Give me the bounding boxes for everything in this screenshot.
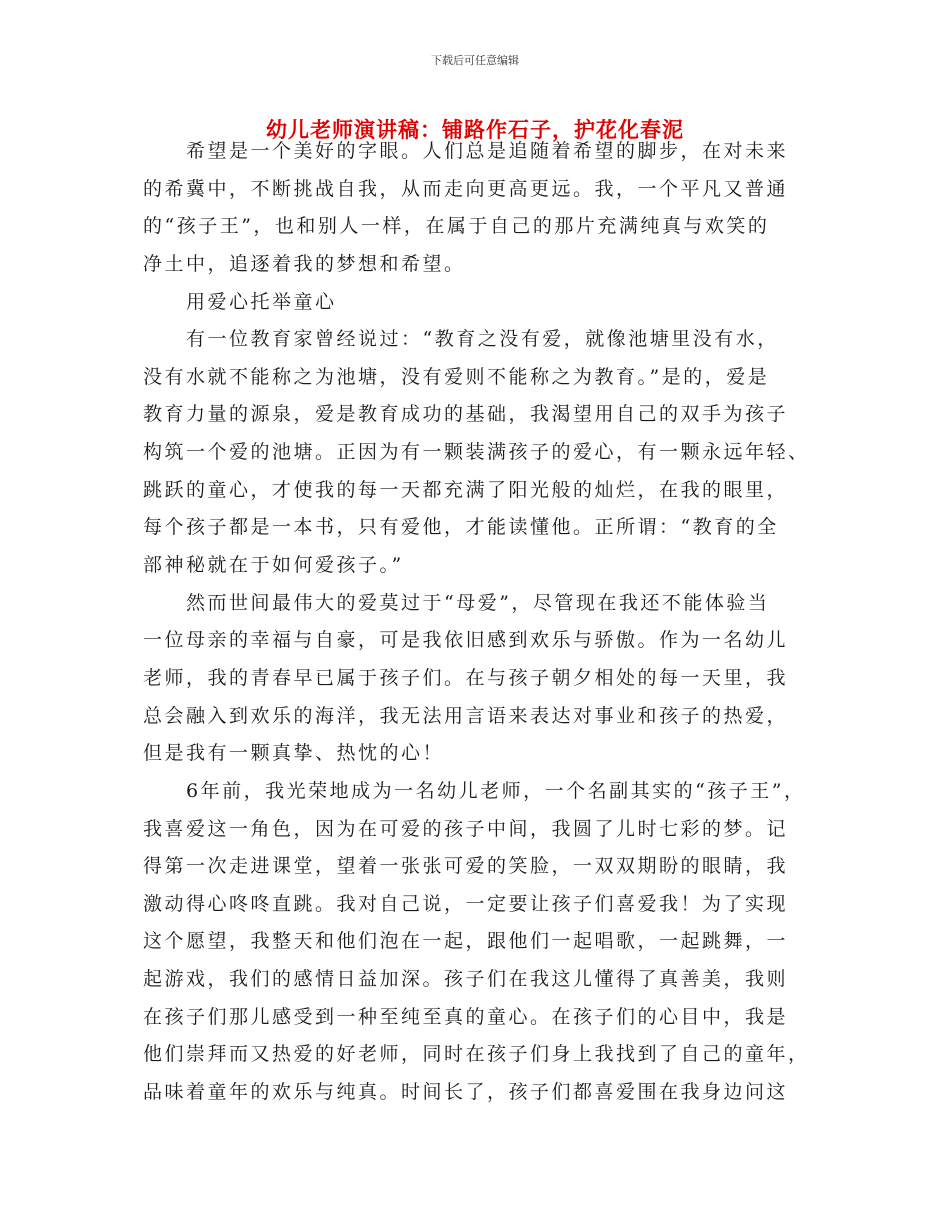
document-title: 幼儿老师演讲稿：铺路作石子，护花化春泥 bbox=[266, 117, 684, 142]
body-line: 激动得心咚咚直跳。我对自己说，一定要让孩子们喜爱我！为了实现 bbox=[143, 892, 789, 915]
page-header-note: 下载后可任意编辑 bbox=[431, 54, 519, 67]
body-line: 部神秘就在于如何爱孩子。” bbox=[143, 554, 404, 577]
body-line: 的希冀中，不断挑战自我，从而走向更高更远。我，一个平凡又普通 bbox=[143, 177, 789, 200]
body-line: 他们崇拜而又热爱的好老师，同时在孩子们身上我找到了自己的童年， bbox=[143, 1043, 810, 1066]
body-line: 品味着童年的欢乐与纯真。时间长了，孩子们都喜爱围在我身边问这 bbox=[143, 1081, 789, 1104]
body-line: 老师，我的青春早已属于孩子们。在与孩子朝夕相处的每一天里，我 bbox=[143, 666, 789, 689]
body-line: 总会融入到欢乐的海洋，我无法用言语来表达对事业和孩子的热爱， bbox=[143, 704, 789, 727]
body-line: 希望是一个美好的字眼。人们总是追随着希望的脚步，在对未来 bbox=[143, 140, 789, 162]
body-line: 这个愿望，我整天和他们泡在一起，跟他们一起唱歌，一起跳舞，一 bbox=[143, 930, 789, 953]
body-line: 跳跃的童心，才使我的每一天都充满了阳光般的灿烂，在我的眼里， bbox=[143, 478, 789, 501]
body-line: 然而世间最伟大的爱莫过于“母爱”，尽管现在我还不能体验当 bbox=[143, 591, 770, 614]
body-line: 净土中，追逐着我的梦想和希望。 bbox=[143, 252, 466, 275]
body-line: 的“孩子王”，也和别人一样，在属于自己的那片充满纯真与欢笑的 bbox=[143, 215, 770, 238]
body-line: 每个孩子都是一本书，只有爱他，才能读懂他。正所谓：“教育的全 bbox=[143, 516, 779, 539]
document-body bbox=[143, 138, 823, 1117]
body-line: 我喜爱这一角色，因为在可爱的孩子中间，我圆了儿时七彩的梦。记 bbox=[143, 817, 789, 840]
body-line: 教育力量的源泉，爱是教育成功的基础，我渴望用自己的双手为孩子 bbox=[143, 403, 789, 426]
body-line: 有一位教育家曾经说过：“教育之没有爱，就像池塘里没有水， bbox=[143, 328, 779, 351]
body-line: 在孩子们那儿感受到一种至纯至真的童心。在孩子们的心目中，我是 bbox=[143, 1005, 789, 1028]
body-line: 得第一次走进课堂，望着一张张可爱的笑脸，一双双期盼的眼睛，我 bbox=[143, 855, 789, 878]
body-line: 用爱心托举童心 bbox=[143, 290, 337, 313]
body-line: 一位母亲的幸福与自豪，可是我依旧感到欢乐与骄傲。作为一名幼儿 bbox=[143, 629, 789, 652]
body-line: 起游戏，我们的感情日益加深。孩子们在我这儿懂得了真善美，我则 bbox=[143, 968, 789, 991]
body-line: 6年前，我光荣地成为一名幼儿老师，一个名副其实的“孩子王”， bbox=[143, 779, 806, 802]
body-line: 但是我有一颗真挚、热忱的心！ bbox=[143, 742, 445, 765]
body-line: 构筑一个爱的池塘。正因为有一颗装满孩子的爱心，有一颗永远年轻、 bbox=[143, 441, 810, 464]
body-line: 没有水就不能称之为池塘，没有爱则不能称之为教育。”是的，爱是 bbox=[143, 365, 770, 388]
